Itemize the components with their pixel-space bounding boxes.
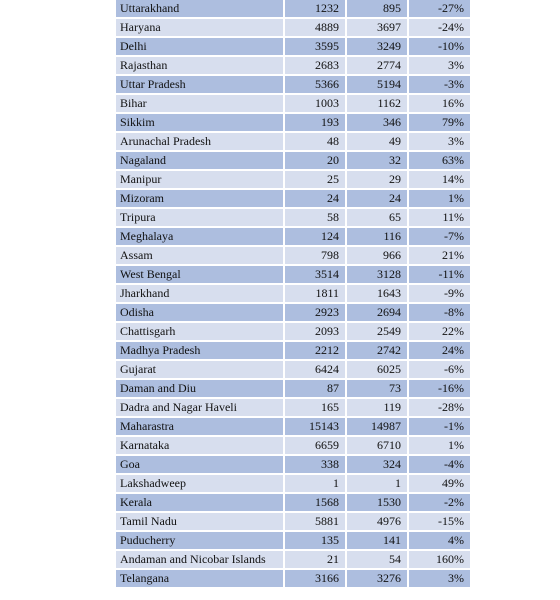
value-second-cell: 1 (346, 474, 408, 493)
percent-change-cell: -27% (408, 0, 470, 18)
value-second-cell: 29 (346, 170, 408, 189)
state-name-cell: Mizoram (116, 189, 284, 208)
percent-change-cell: 16% (408, 94, 470, 113)
value-second-cell: 2549 (346, 322, 408, 341)
value-second-cell: 4976 (346, 512, 408, 531)
percent-change-cell: -28% (408, 398, 470, 417)
value-first-cell: 6659 (284, 436, 346, 455)
percent-change-cell: -11% (408, 265, 470, 284)
table-row (116, 531, 470, 550)
value-first-cell: 48 (284, 132, 346, 151)
table-row (116, 512, 470, 531)
state-name-cell: Nagaland (116, 151, 284, 170)
state-name-cell: Uttarakhand (116, 0, 284, 18)
percent-change-cell: 14% (408, 170, 470, 189)
value-second-cell: 73 (346, 379, 408, 398)
table-row (116, 208, 470, 227)
percent-change-cell: 4% (408, 531, 470, 550)
value-first-cell: 24 (284, 189, 346, 208)
percent-change-cell: 1% (408, 436, 470, 455)
percent-change-cell: 11% (408, 208, 470, 227)
percent-change-cell: -4% (408, 455, 470, 474)
state-name-cell: Delhi (116, 37, 284, 56)
state-name-cell: Odisha (116, 303, 284, 322)
value-first-cell: 87 (284, 379, 346, 398)
value-second-cell: 5194 (346, 75, 408, 94)
state-data-table (116, 0, 470, 589)
state-name-cell: Madhya Pradesh (116, 341, 284, 360)
state-name-cell: Chattisgarh (116, 322, 284, 341)
percent-change-cell: -15% (408, 512, 470, 531)
value-first-cell: 2093 (284, 322, 346, 341)
table-row (116, 398, 470, 417)
table-row (116, 474, 470, 493)
value-first-cell: 124 (284, 227, 346, 246)
value-second-cell: 2694 (346, 303, 408, 322)
state-name-cell: Puducherry (116, 531, 284, 550)
table-row (116, 170, 470, 189)
table-row (116, 550, 470, 569)
value-second-cell: 3697 (346, 18, 408, 37)
table-row (116, 360, 470, 379)
value-second-cell: 3276 (346, 569, 408, 588)
value-first-cell: 165 (284, 398, 346, 417)
percent-change-cell: 24% (408, 341, 470, 360)
value-second-cell: 966 (346, 246, 408, 265)
table-row (116, 56, 470, 75)
table-row (116, 569, 470, 588)
percent-change-cell: -2% (408, 493, 470, 512)
table-row (116, 284, 470, 303)
state-name-cell: Tripura (116, 208, 284, 227)
value-first-cell: 25 (284, 170, 346, 189)
state-name-cell: Karnataka (116, 436, 284, 455)
table-row (116, 151, 470, 170)
value-second-cell: 895 (346, 0, 408, 18)
percent-change-cell: 63% (408, 151, 470, 170)
value-first-cell: 2212 (284, 341, 346, 360)
state-name-cell: Meghalaya (116, 227, 284, 246)
value-second-cell: 3128 (346, 265, 408, 284)
percent-change-cell: 1% (408, 189, 470, 208)
state-data-table-container (116, 0, 470, 589)
value-second-cell: 24 (346, 189, 408, 208)
table-row (116, 18, 470, 37)
percent-change-cell: -7% (408, 227, 470, 246)
state-name-cell: Daman and Diu (116, 379, 284, 398)
value-first-cell: 58 (284, 208, 346, 227)
table-row (116, 37, 470, 56)
state-name-cell: Maharastra (116, 417, 284, 436)
state-name-cell: Arunachal Pradesh (116, 132, 284, 151)
value-first-cell: 1568 (284, 493, 346, 512)
value-first-cell: 3595 (284, 37, 346, 56)
value-first-cell: 3514 (284, 265, 346, 284)
value-second-cell: 32 (346, 151, 408, 170)
state-name-cell: Dadra and Nagar Haveli (116, 398, 284, 417)
table-row (116, 379, 470, 398)
state-name-cell: Goa (116, 455, 284, 474)
value-first-cell: 338 (284, 455, 346, 474)
percent-change-cell: -10% (408, 37, 470, 56)
state-name-cell: Sikkim (116, 113, 284, 132)
value-first-cell: 21 (284, 550, 346, 569)
percent-change-cell: -8% (408, 303, 470, 322)
state-name-cell: Bihar (116, 94, 284, 113)
value-second-cell: 1162 (346, 94, 408, 113)
state-name-cell: West Bengal (116, 265, 284, 284)
table-row (116, 246, 470, 265)
table-row (116, 436, 470, 455)
table-row (116, 189, 470, 208)
value-second-cell: 14987 (346, 417, 408, 436)
table-row (116, 113, 470, 132)
state-name-cell: Uttar Pradesh (116, 75, 284, 94)
table-row (116, 417, 470, 436)
table-row (116, 303, 470, 322)
value-second-cell: 3249 (346, 37, 408, 56)
percent-change-cell: -6% (408, 360, 470, 379)
value-first-cell: 1232 (284, 0, 346, 18)
percent-change-cell: -3% (408, 75, 470, 94)
table-body (116, 0, 470, 588)
value-first-cell: 1003 (284, 94, 346, 113)
state-name-cell: Lakshadweep (116, 474, 284, 493)
value-second-cell: 1643 (346, 284, 408, 303)
table-row (116, 341, 470, 360)
state-name-cell: Telangana (116, 569, 284, 588)
value-second-cell: 1530 (346, 493, 408, 512)
value-first-cell: 2923 (284, 303, 346, 322)
percent-change-cell: -1% (408, 417, 470, 436)
value-first-cell: 6424 (284, 360, 346, 379)
table-row (116, 75, 470, 94)
state-name-cell: Manipur (116, 170, 284, 189)
percent-change-cell: 22% (408, 322, 470, 341)
table-row (116, 322, 470, 341)
value-first-cell: 5881 (284, 512, 346, 531)
value-first-cell: 3166 (284, 569, 346, 588)
percent-change-cell: 79% (408, 113, 470, 132)
percent-change-cell: 3% (408, 56, 470, 75)
value-second-cell: 65 (346, 208, 408, 227)
value-second-cell: 346 (346, 113, 408, 132)
value-second-cell: 6025 (346, 360, 408, 379)
table-row (116, 227, 470, 246)
value-second-cell: 2774 (346, 56, 408, 75)
value-first-cell: 2683 (284, 56, 346, 75)
value-first-cell: 135 (284, 531, 346, 550)
value-first-cell: 1811 (284, 284, 346, 303)
table-row (116, 132, 470, 151)
value-second-cell: 116 (346, 227, 408, 246)
state-name-cell: Gujarat (116, 360, 284, 379)
table-row (116, 94, 470, 113)
state-name-cell: Assam (116, 246, 284, 265)
table-row (116, 265, 470, 284)
percent-change-cell: 21% (408, 246, 470, 265)
percent-change-cell: -16% (408, 379, 470, 398)
value-second-cell: 2742 (346, 341, 408, 360)
table-row (116, 493, 470, 512)
state-name-cell: Jharkhand (116, 284, 284, 303)
value-second-cell: 119 (346, 398, 408, 417)
state-name-cell: Tamil Nadu (116, 512, 284, 531)
value-second-cell: 6710 (346, 436, 408, 455)
value-second-cell: 141 (346, 531, 408, 550)
value-first-cell: 1 (284, 474, 346, 493)
value-second-cell: 49 (346, 132, 408, 151)
value-first-cell: 4889 (284, 18, 346, 37)
state-name-cell: Rajasthan (116, 56, 284, 75)
percent-change-cell: -9% (408, 284, 470, 303)
table-row (116, 0, 470, 18)
percent-change-cell: 3% (408, 132, 470, 151)
value-first-cell: 5366 (284, 75, 346, 94)
state-name-cell: Kerala (116, 493, 284, 512)
value-first-cell: 193 (284, 113, 346, 132)
table-row (116, 455, 470, 474)
percent-change-cell: 49% (408, 474, 470, 493)
value-second-cell: 54 (346, 550, 408, 569)
percent-change-cell: 160% (408, 550, 470, 569)
value-first-cell: 20 (284, 151, 346, 170)
value-second-cell: 324 (346, 455, 408, 474)
percent-change-cell: -24% (408, 18, 470, 37)
value-first-cell: 798 (284, 246, 346, 265)
percent-change-cell: 3% (408, 569, 470, 588)
state-name-cell: Haryana (116, 18, 284, 37)
state-name-cell: Andaman and Nicobar Islands (116, 550, 284, 569)
value-first-cell: 15143 (284, 417, 346, 436)
